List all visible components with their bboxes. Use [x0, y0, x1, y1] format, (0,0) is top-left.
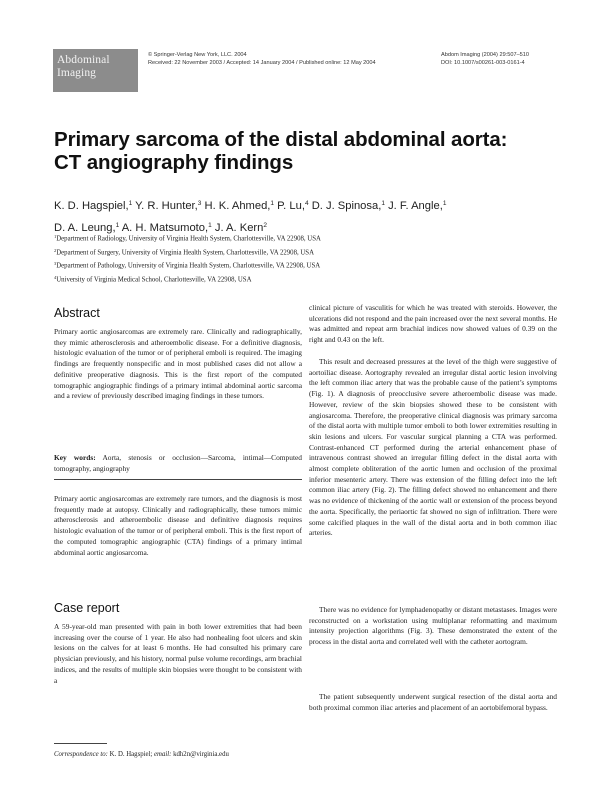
- case-paragraph: The patient subsequently underwent surgical resection of the distal aorta and both proximal common iliac arteries and placement of an aortobifemoral bypass.: [309, 692, 557, 712]
- footnote-divider: [54, 743, 107, 744]
- copyright: © Springer-Verlag New York, LLC. 2004: [148, 52, 247, 58]
- affiliation: $^3$Department of Pathology, University of Virginia Health System, Charlottesville, VA 22908, USA: [54, 261, 321, 270]
- correspondence: [54, 751, 229, 758]
- affiliation: $^1$Department of Radiology, University of Virginia Health System, Charlottesville, VA 22908, USA: [54, 234, 321, 243]
- intro-paragraph: Primary aortic angiosarcomas are extremely rare tumors, and the diagnosis is most frequently made at autopsy. Clinically and radiographically, these tumors mimic atherosclerosis and atheroembolic disease and definitive diagnosis requires histologic evaluation of the tumor or of peripheral emboli. This is the first report of the computed tomographic angiographic (CTA) findings of a primary intimal abdominal aortic angiosarcoma.: [54, 494, 302, 557]
- author: D. J. Spinosa,$^1$: [311, 200, 385, 212]
- citation: Abdom Imaging (2004) 29:507–510: [441, 52, 530, 58]
- case-paragraph: There was no evidence for lymphadenopathy or distant metastases. Images were reconstructed on a workstation using multiplanar reformatting and maximum intensity projection algorithms (Fig. 3). These demonstrated the extent of the process in the distal aorta and correlated well with the catheter aortogram.: [309, 605, 557, 647]
- correspondence-name: K. D. Hagspiel;: [109, 751, 153, 758]
- case-paragraph: clinical picture of vasculitis for which he was treated with steroids. However, the ulcerations did not respond and the pain increased over the next several months. He was admitted and repeat arm brachial indices now showed values of 0.39 on the right and 0.43 on the left.: [309, 303, 557, 345]
- title-line: CT angiography findings: [54, 151, 294, 174]
- logo-line: Imaging: [57, 67, 97, 79]
- author: H. K. Ahmed,$^1$: [204, 200, 275, 212]
- abstract-text: Primary aortic angiosarcomas are extremely rare. Clinically and radiographically, they mimic atherosclerosis and atheroembolic disease. For a definitive diagnosis, histologic evaluation of the tumor or of peripheral emboli is required. The imaging findings are frequently nonspecific and in most published cases did not allow a definitive preoperative diagnosis. This is the first report of the computed tomographic angiographic findings of a primary intimal abdominal aortic sarcoma and a review of previously described imaging findings in these tumors.: [54, 327, 302, 401]
- case-report-heading: Case report: [54, 601, 120, 615]
- email-label: email:: [154, 751, 172, 758]
- author: D. A. Leung,$^1$: [54, 222, 120, 234]
- title-line: Primary sarcoma of the distal abdominal aorta:: [54, 128, 508, 151]
- publication-info: [148, 51, 376, 67]
- case-paragraph: This result and decreased pressures at the level of the thigh were suggestive of aortoiliac disease. Aortography revealed an irregular distal aortic lesion involving the left common iliac artery that was the probable cause of the patient’s symptoms (Fig. 1). A diagnosis of preocclusive severe atheroembolic disease was made. However, review of the skin biopsies showed these to be consistent with angiosarcoma. Therefore, the preoperative clinical diagnosis was primary sarcoma of the distal aorta with multiple tumor emboli to both lower extremities resulting in skin lesions and ulcers. For vascular surgical planning a CTA was performed. Contrast-enhanced CT performed during the arterial enhancement phase of intravenous contrast showed an irregular filling defect in the distal aorta with almost complete obliteration of the aortic lumen and occlusion of the proximal inferior mesenteric artery. There was extension of the filling defect into the left common iliac artery (Fig. 2). The filling defect showed no enhancement and there was no evidence of thickening of the aortic wall or extension of the process beyond the aorta. Specifically, the periaortic fat showed no sign of infiltration. There were some calcified plaques in the wall of the distal aorta and in both common iliac arteries.: [309, 357, 557, 538]
- author: J. F. Angle,$^1$: [388, 200, 447, 212]
- author: P. Lu,$^4$: [277, 200, 309, 212]
- dates: Received: 22 November 2003 / Accepted: 14 January 2004 / Published online: 12 May 2004: [148, 60, 376, 66]
- abstract-divider: [54, 479, 302, 480]
- case-paragraph: A 59-year-old man presented with pain in both lower extremities that had been increasing over the course of 1 year. He also had nonhealing foot ulcers and skin lesions on the calves for at least 6 months. He had consulted his primary care physician previously, and his history, normal pulse volume recordings, arm brachial indices, and the results of multiple skin biopsies were thought to be consistent with a: [54, 622, 302, 685]
- journal-logo: [53, 49, 138, 92]
- keywords: [54, 453, 302, 474]
- author: Y. R. Hunter,$^3$: [135, 200, 202, 212]
- correspondence-label: Correspondence to:: [54, 751, 108, 758]
- keywords-text: Aorta, stenosis or occlusion—Sarcoma, intimal—Computed tomography, angiography: [54, 453, 302, 473]
- logo-line: Abdominal: [57, 54, 110, 66]
- doi: DOI: 10.1007/s00261-003-0161-4: [441, 60, 525, 66]
- author: K. D. Hagspiel,$^1$: [54, 200, 133, 212]
- author: J. A. Kern$^2$: [214, 222, 267, 234]
- author: A. H. Matsumoto,$^1$: [121, 222, 212, 234]
- affiliation: $^2$Department of Surgery, University of Virginia Health System, Charlottesville, VA 22908, USA: [54, 247, 314, 256]
- abstract-heading: Abstract: [54, 306, 100, 320]
- email-link[interactable]: kdh2n@virginia.edu: [173, 751, 229, 758]
- paper-title: [54, 128, 574, 174]
- keywords-label: Key words:: [54, 453, 96, 462]
- affiliation: $^4$University of Virginia Medical School, Charlottesville, VA 22908, USA: [54, 274, 252, 283]
- affiliation-list: [54, 231, 321, 285]
- citation-info: [441, 51, 529, 67]
